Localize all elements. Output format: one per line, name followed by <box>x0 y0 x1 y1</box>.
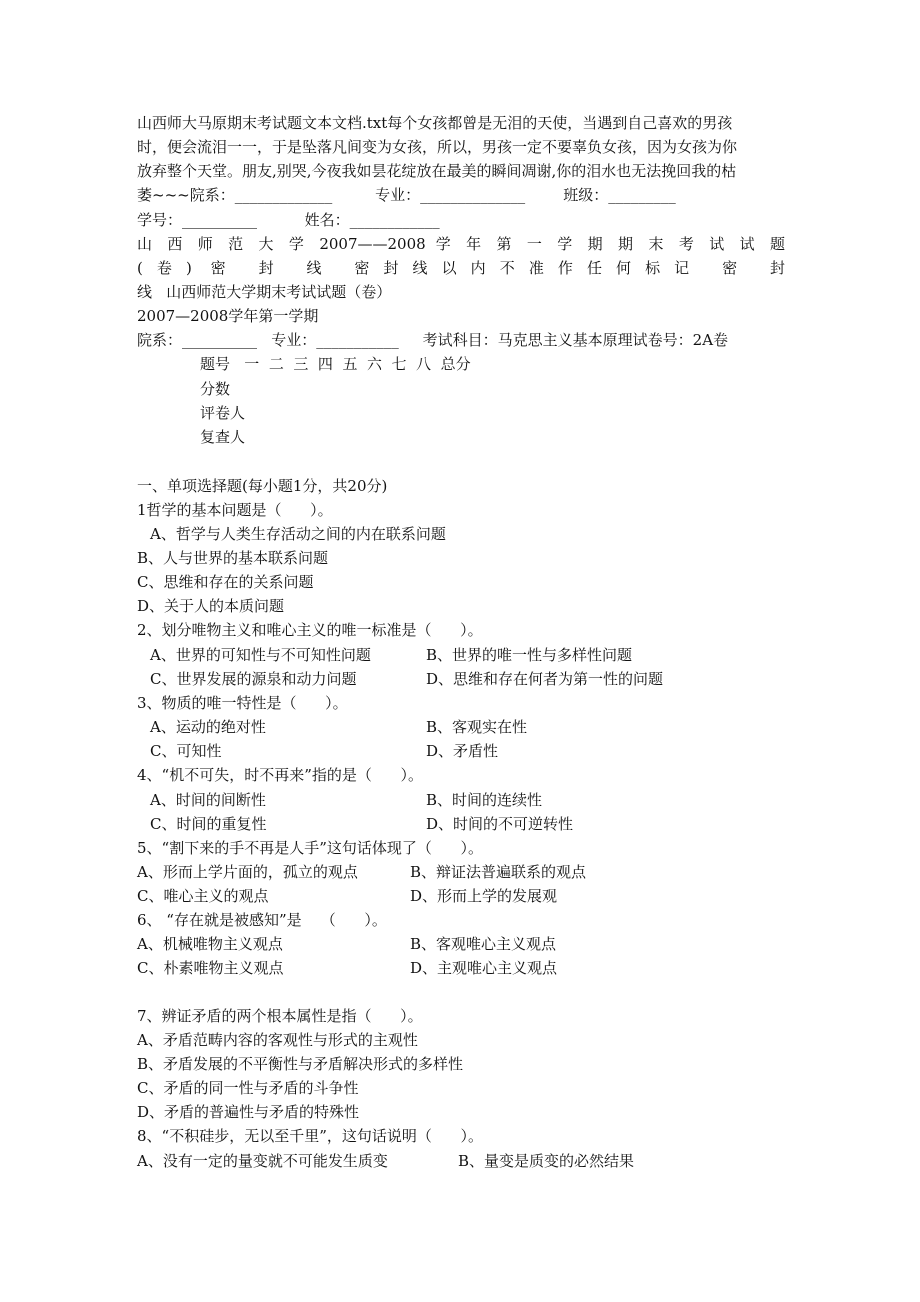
q7-option-c: C、矛盾的同一性与矛盾的斗争性 <box>137 1079 359 1097</box>
score-table-header: 题号 一 二 三 四 五 六 七 八 总分 <box>200 355 471 373</box>
q8-option-a: A、没有一定的量变就不可能发生质变 <box>137 1152 388 1170</box>
q1-option-d: D、关于人的本质问题 <box>137 597 285 615</box>
q7-option-a: A、矛盾范畴内容的客观性与形式的主观性 <box>137 1031 418 1049</box>
question-8: 8、“不积硅步，无以至千里”，这句话说明（ ）。 <box>137 1127 483 1145</box>
subject-line: 院系：__________ 专业：___________ 考试科目：马克思主义基本原理试卷号：2A卷 <box>137 331 729 349</box>
q6-option-c: C、朴素唯物主义观点 <box>137 959 284 977</box>
section-title: 一、单项选择题(每小题1分，共20分) <box>137 477 388 495</box>
q5-option-b: B、辩证法普遍联系的观点 <box>410 863 587 881</box>
q2-option-d: D、思维和存在何者为第一性的问题 <box>426 670 664 688</box>
reviewer-row-label: 复查人 <box>200 428 246 446</box>
q1-option-b: B、人与世界的基本联系问题 <box>137 549 329 567</box>
question-6: 6、 “存在就是被感知”是 （ ）。 <box>137 911 387 929</box>
q4-option-b: B、时间的连续性 <box>426 791 543 809</box>
question-4: 4、“机不可失，时不再来”指的是（ ）。 <box>137 766 423 784</box>
seal-line-2: 线 山西师范大学期末考试试题（卷） <box>137 283 392 301</box>
q5-option-d: D、形而上学的发展观 <box>410 887 558 905</box>
q4-option-d: D、时间的不可逆转性 <box>426 815 574 833</box>
q3-option-a: A、运动的绝对性 <box>150 718 266 736</box>
q5-option-c: C、唯心主义的观点 <box>137 887 269 905</box>
q1-option-a: A、哲学与人类生存活动之间的内在联系问题 <box>150 525 446 543</box>
intro-line-3: 放弃整个天堂。朋友,别哭,今夜我如昙花绽放在最美的瞬间凋谢,你的泪水也无法挽回我的枯 <box>137 162 737 180</box>
q4-option-c: C、时间的重复性 <box>150 815 267 833</box>
q5-option-a: A、形而上学片面的，孤立的观点 <box>137 863 358 881</box>
intro-line-1: 山西师大马原期末考试题文本文档.txt每个女孩都曾是无泪的天使，当遇到自己喜欢的男孩 <box>137 114 733 132</box>
q6-option-d: D、主观唯心主义观点 <box>410 959 558 977</box>
q6-option-a: A、机械唯物主义观点 <box>137 935 283 953</box>
question-1: 1哲学的基本问题是（ ）。 <box>137 501 333 519</box>
exam-title-line: 山 西 师 范 大 学 2007——2008 学 年 第 一 学 期 期 末 考 试 试 题 <box>137 235 785 253</box>
q4-option-a: A、时间的间断性 <box>150 791 266 809</box>
q2-option-c: C、世界发展的源泉和动力问题 <box>150 670 357 688</box>
question-5: 5、“割下来的手不再是人手”这句话体现了（ ）。 <box>137 839 483 857</box>
department-field-line: 萎~~~院系：_____________ 专业：______________ 班级：_________ <box>137 186 676 204</box>
seal-line: (卷) 密 封 线 密封线以内不准作任何标记 密 封 <box>137 259 785 277</box>
question-7: 7、辨证矛盾的两个根本属性是指（ ）。 <box>137 1007 423 1025</box>
question-2: 2、划分唯物主义和唯心主义的唯一标准是（ ）。 <box>137 621 483 639</box>
q3-option-d: D、矛盾性 <box>426 742 499 760</box>
q8-option-b: B、量变是质变的必然结果 <box>458 1152 635 1170</box>
q2-option-a: A、世界的可知性与不可知性问题 <box>150 646 371 664</box>
q7-option-b: B、矛盾发展的不平衡性与矛盾解决形式的多样性 <box>137 1055 464 1073</box>
q7-option-d: D、矛盾的普遍性与矛盾的特殊性 <box>137 1103 360 1121</box>
grader-row-label: 评卷人 <box>200 404 246 422</box>
q1-option-c: C、思维和存在的关系问题 <box>137 573 314 591</box>
semester-line: 2007—2008学年第一学期 <box>137 307 319 325</box>
q3-option-c: C、可知性 <box>150 742 222 760</box>
score-row-label: 分数 <box>200 380 231 398</box>
student-id-field-line: 学号：__________ 姓名：____________ <box>137 211 440 229</box>
q2-option-b: B、世界的唯一性与多样性问题 <box>426 646 633 664</box>
q6-option-b: B、客观唯心主义观点 <box>410 935 557 953</box>
intro-line-2: 时，便会流泪一一，于是坠落凡间变为女孩，所以，男孩一定不要辜负女孩，因为女孩为你 <box>137 138 738 156</box>
q3-option-b: B、客观实在性 <box>426 718 528 736</box>
question-3: 3、物质的唯一特性是（ ）。 <box>137 694 348 712</box>
